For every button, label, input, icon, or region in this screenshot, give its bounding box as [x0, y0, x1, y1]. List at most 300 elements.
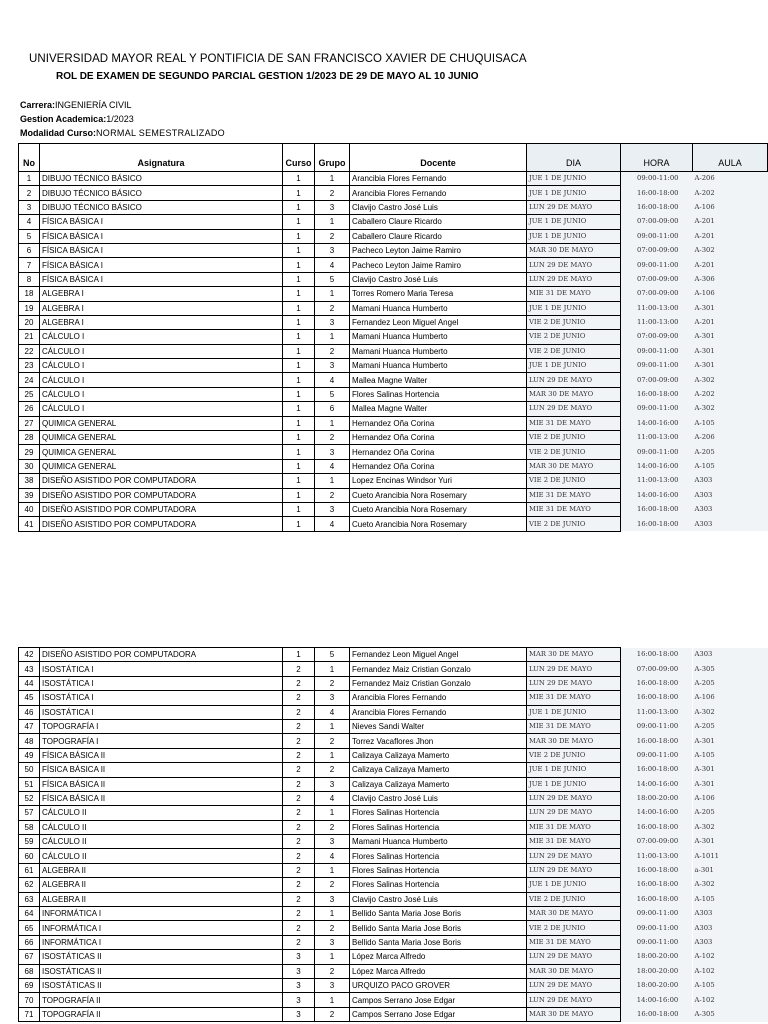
- cell-grupo: 3: [315, 835, 350, 849]
- cell-dia: LUN 29 DE MAYO: [527, 272, 621, 286]
- cell-curso: 2: [283, 835, 315, 849]
- table-row: [19, 373, 768, 387]
- table-row: [19, 950, 768, 964]
- table-row: [19, 935, 768, 949]
- cell-docente: Mamani Huanca Humberto: [350, 330, 527, 344]
- table-row: [19, 517, 768, 531]
- col-header-curso: Curso: [283, 144, 315, 172]
- cell-dia: VIE 2 DE JUNIO: [527, 921, 621, 935]
- cell-aula: A-305: [693, 662, 768, 676]
- table-body-bottom: [19, 648, 768, 1022]
- cell-no: 57: [19, 806, 40, 820]
- cell-grupo: 2: [315, 763, 350, 777]
- cell-curso: 1: [283, 431, 315, 445]
- cell-docente: Nieves Sandi Walter: [350, 719, 527, 733]
- cell-docente: Mamani Huanca Humberto: [350, 301, 527, 315]
- cell-curso: 3: [283, 964, 315, 978]
- table-row: [19, 459, 768, 473]
- cell-curso: 1: [283, 416, 315, 430]
- cell-no: 71: [19, 1007, 40, 1021]
- table-row: [19, 215, 768, 229]
- cell-no: 41: [19, 517, 40, 531]
- cell-asignatura: ALGEBRA I: [40, 315, 283, 329]
- cell-dia: LUN 29 DE MAYO: [527, 200, 621, 214]
- cell-hora: 16:00-18:00: [621, 878, 693, 892]
- cell-grupo: 4: [315, 373, 350, 387]
- cell-asignatura: ISOSTÁTICAS II: [40, 978, 283, 992]
- cell-curso: 2: [283, 777, 315, 791]
- cell-docente: Caballero Claure Ricardo: [350, 215, 527, 229]
- cell-grupo: 1: [315, 662, 350, 676]
- table-row: [19, 648, 768, 662]
- cell-curso: 1: [283, 474, 315, 488]
- cell-docente: Arancibia Flores Fernando: [350, 172, 527, 186]
- cell-hora: 16:00-18:00: [621, 763, 693, 777]
- cell-grupo: 4: [315, 517, 350, 531]
- cell-docente: Mallea Magne Walter: [350, 373, 527, 387]
- cell-curso: 2: [283, 662, 315, 676]
- table-row: [19, 892, 768, 906]
- cell-docente: Pacheco Leyton Jaime Ramiro: [350, 243, 527, 257]
- cell-no: 65: [19, 921, 40, 935]
- cell-hora: 07:00-09:00: [621, 835, 693, 849]
- cell-docente: Cueto Arancibia Nora Rosemary: [350, 517, 527, 531]
- cell-docente: Lopez Encinas Windsor Yuri: [350, 474, 527, 488]
- cell-aula: A303: [693, 935, 768, 949]
- cell-curso: 1: [283, 301, 315, 315]
- cell-docente: Cueto Arancibia Nora Rosemary: [350, 488, 527, 502]
- cell-dia: LUN 29 DE MAYO: [527, 849, 621, 863]
- cell-asignatura: QUIMICA GENERAL: [40, 459, 283, 473]
- cell-grupo: 2: [315, 820, 350, 834]
- cell-asignatura: TOPOGRAFÍA II: [40, 1007, 283, 1021]
- cell-docente: Clavijo Castro José Luis: [350, 272, 527, 286]
- cell-dia: JUE 1 DE JUNIO: [527, 359, 621, 373]
- cell-dia: MIE 31 DE MAYO: [527, 935, 621, 949]
- cell-curso: 3: [283, 950, 315, 964]
- cell-docente: Clavijo Castro José Luis: [350, 200, 527, 214]
- cell-hora: 11:00-13:00: [621, 849, 693, 863]
- cell-aula: A-206: [693, 431, 768, 445]
- cell-hora: 14:00-16:00: [621, 488, 693, 502]
- cell-aula: A-201: [693, 258, 768, 272]
- table-row: [19, 431, 768, 445]
- cell-no: 49: [19, 748, 40, 762]
- cell-hora: 09:00-11:00: [621, 402, 693, 416]
- cell-hora: 16:00-18:00: [621, 863, 693, 877]
- cell-grupo: 2: [315, 921, 350, 935]
- cell-asignatura: QUIMICA GENERAL: [40, 445, 283, 459]
- cell-aula: A-301: [693, 835, 768, 849]
- cell-asignatura: CÁLCULO I: [40, 344, 283, 358]
- cell-dia: MAR 30 DE MAYO: [527, 648, 621, 662]
- table-row: [19, 287, 768, 301]
- cell-aula: A-302: [693, 820, 768, 834]
- table-row: [19, 272, 768, 286]
- cell-dia: JUE 1 DE JUNIO: [527, 878, 621, 892]
- cell-docente: Campos Serrano Jose Edgar: [350, 993, 527, 1007]
- cell-no: 7: [19, 258, 40, 272]
- table-row: [19, 993, 768, 1007]
- cell-no: 52: [19, 791, 40, 805]
- table-row: [19, 806, 768, 820]
- cell-no: 62: [19, 878, 40, 892]
- cell-docente: Calizaya Calizaya Mamerto: [350, 748, 527, 762]
- cell-grupo: 3: [315, 978, 350, 992]
- gestion-line: [20, 114, 134, 124]
- cell-docente: Flores Salinas Hortencia: [350, 863, 527, 877]
- cell-curso: 1: [283, 172, 315, 186]
- cell-asignatura: FÍSICA BÁSICA I: [40, 243, 283, 257]
- cell-asignatura: TOPOGRAFÍA II: [40, 993, 283, 1007]
- cell-dia: JUE 1 DE JUNIO: [527, 705, 621, 719]
- cell-curso: 1: [283, 459, 315, 473]
- modalidad-value: NORMAL SEMESTRALIZADO: [96, 128, 225, 138]
- cell-no: 50: [19, 763, 40, 777]
- cell-aula: A-102: [693, 964, 768, 978]
- cell-aula: A303: [693, 921, 768, 935]
- cell-grupo: 2: [315, 301, 350, 315]
- cell-grupo: 4: [315, 791, 350, 805]
- cell-dia: LUN 29 DE MAYO: [527, 863, 621, 877]
- cell-dia: MIE 31 DE MAYO: [527, 691, 621, 705]
- schedule-table-top: [18, 143, 768, 532]
- cell-no: 25: [19, 387, 40, 401]
- cell-asignatura: CÁLCULO I: [40, 359, 283, 373]
- cell-grupo: 1: [315, 993, 350, 1007]
- cell-no: 3: [19, 200, 40, 214]
- cell-no: 61: [19, 863, 40, 877]
- table-row: [19, 777, 768, 791]
- cell-aula: A303: [693, 517, 768, 531]
- cell-hora: 16:00-18:00: [621, 517, 693, 531]
- cell-dia: VIE 2 DE JUNIO: [527, 892, 621, 906]
- cell-dia: VIE 2 DE JUNIO: [527, 748, 621, 762]
- cell-grupo: 1: [315, 950, 350, 964]
- cell-hora: 16:00-18:00: [621, 648, 693, 662]
- cell-grupo: 1: [315, 287, 350, 301]
- cell-aula: A-1011: [693, 849, 768, 863]
- cell-docente: Clavijo Castro José Luis: [350, 791, 527, 805]
- table-body-top: [19, 172, 768, 532]
- table-row: [19, 964, 768, 978]
- cell-asignatura: CÁLCULO I: [40, 387, 283, 401]
- cell-asignatura: FÍSICA BÁSICA I: [40, 258, 283, 272]
- cell-grupo: 5: [315, 387, 350, 401]
- cell-no: 51: [19, 777, 40, 791]
- cell-docente: Caballero Claure Ricardo: [350, 229, 527, 243]
- cell-aula: A-301: [693, 359, 768, 373]
- cell-hora: 16:00-18:00: [621, 200, 693, 214]
- cell-dia: VIE 2 DE JUNIO: [527, 431, 621, 445]
- cell-curso: 2: [283, 676, 315, 690]
- cell-aula: A-102: [693, 950, 768, 964]
- cell-no: 63: [19, 892, 40, 906]
- cell-docente: Flores Salinas Hortencia: [350, 849, 527, 863]
- col-header-docente: Docente: [350, 144, 527, 172]
- cell-asignatura: QUIMICA GENERAL: [40, 431, 283, 445]
- cell-aula: A-301: [693, 301, 768, 315]
- cell-dia: JUE 1 DE JUNIO: [527, 186, 621, 200]
- table-row: [19, 200, 768, 214]
- cell-docente: Flores Salinas Hortencia: [350, 387, 527, 401]
- cell-aula: A-302: [693, 878, 768, 892]
- cell-hora: 18:00-20:00: [621, 950, 693, 964]
- cell-docente: Fernandez Leon Miguel Angel: [350, 648, 527, 662]
- table-row: [19, 676, 768, 690]
- cell-docente: Fernandez Maiz Cristian Gonzalo: [350, 662, 527, 676]
- cell-curso: 1: [283, 648, 315, 662]
- cell-aula: A-205: [693, 806, 768, 820]
- cell-asignatura: DISEÑO ASISTIDO POR COMPUTADORA: [40, 502, 283, 516]
- cell-asignatura: INFORMÁTICA I: [40, 921, 283, 935]
- cell-docente: Flores Salinas Hortencia: [350, 820, 527, 834]
- cell-asignatura: CÁLCULO II: [40, 849, 283, 863]
- cell-curso: 2: [283, 691, 315, 705]
- cell-curso: 2: [283, 705, 315, 719]
- cell-aula: A-205: [693, 445, 768, 459]
- col-header-no: No: [19, 144, 40, 172]
- cell-curso: 1: [283, 186, 315, 200]
- cell-hora: 07:00-09:00: [621, 662, 693, 676]
- cell-no: 24: [19, 373, 40, 387]
- cell-docente: Arancibia Flores Fernando: [350, 186, 527, 200]
- cell-curso: 2: [283, 921, 315, 935]
- cell-no: 43: [19, 662, 40, 676]
- cell-hora: 18:00-20:00: [621, 978, 693, 992]
- cell-aula: a-301: [693, 863, 768, 877]
- cell-no: 20: [19, 315, 40, 329]
- cell-curso: 1: [283, 344, 315, 358]
- cell-no: 26: [19, 402, 40, 416]
- cell-dia: MIE 31 DE MAYO: [527, 719, 621, 733]
- cell-curso: 2: [283, 907, 315, 921]
- cell-dia: LUN 29 DE MAYO: [527, 978, 621, 992]
- col-header-grupo: Grupo: [315, 144, 350, 172]
- gestion-value: 1/2023: [106, 114, 134, 124]
- cell-no: 1: [19, 172, 40, 186]
- cell-no: 18: [19, 287, 40, 301]
- cell-hora: 18:00-20:00: [621, 791, 693, 805]
- cell-docente: Fernandez Leon Miguel Angel: [350, 315, 527, 329]
- col-header-asignatura: Asignatura: [40, 144, 283, 172]
- cell-dia: MIE 31 DE MAYO: [527, 488, 621, 502]
- cell-hora: 09:00-11:00: [621, 229, 693, 243]
- cell-curso: 2: [283, 763, 315, 777]
- cell-grupo: 1: [315, 330, 350, 344]
- cell-curso: 2: [283, 892, 315, 906]
- cell-grupo: 1: [315, 806, 350, 820]
- cell-aula: A-201: [693, 229, 768, 243]
- cell-curso: 1: [283, 488, 315, 502]
- cell-dia: JUE 1 DE JUNIO: [527, 777, 621, 791]
- cell-aula: A-302: [693, 705, 768, 719]
- cell-no: 19: [19, 301, 40, 315]
- cell-docente: Torres Romero Maria Teresa: [350, 287, 527, 301]
- table-row: [19, 921, 768, 935]
- cell-curso: 1: [283, 373, 315, 387]
- cell-docente: Cueto Arancibia Nora Rosemary: [350, 502, 527, 516]
- table-row: [19, 734, 768, 748]
- cell-dia: VIE 2 DE JUNIO: [527, 474, 621, 488]
- cell-hora: 09:00-11:00: [621, 935, 693, 949]
- table-row: [19, 719, 768, 733]
- cell-docente: Pacheco Leyton Jaime Ramiro: [350, 258, 527, 272]
- cell-grupo: 4: [315, 705, 350, 719]
- cell-curso: 1: [283, 215, 315, 229]
- cell-hora: 07:00-09:00: [621, 272, 693, 286]
- cell-dia: JUE 1 DE JUNIO: [527, 763, 621, 777]
- cell-grupo: 3: [315, 243, 350, 257]
- cell-no: 38: [19, 474, 40, 488]
- cell-aula: A-201: [693, 315, 768, 329]
- cell-aula: A-206: [693, 172, 768, 186]
- carrera-line: [20, 100, 132, 110]
- cell-grupo: 1: [315, 172, 350, 186]
- cell-docente: Bellido Santa Maria Jose Boris: [350, 935, 527, 949]
- cell-grupo: 1: [315, 907, 350, 921]
- cell-docente: Mallea Magne Walter: [350, 402, 527, 416]
- cell-asignatura: ALGEBRA II: [40, 892, 283, 906]
- cell-no: 5: [19, 229, 40, 243]
- cell-asignatura: INFORMÁTICA I: [40, 935, 283, 949]
- cell-no: 27: [19, 416, 40, 430]
- cell-aula: A-302: [693, 243, 768, 257]
- table-row: [19, 978, 768, 992]
- cell-dia: LUN 29 DE MAYO: [527, 806, 621, 820]
- cell-docente: URQUIZO PACO GROVER: [350, 978, 527, 992]
- cell-curso: 2: [283, 748, 315, 762]
- cell-docente: Hernandez Oña Corina: [350, 459, 527, 473]
- cell-aula: A-202: [693, 186, 768, 200]
- table-row: [19, 315, 768, 329]
- cell-asignatura: ISOSTÁTICA I: [40, 662, 283, 676]
- cell-asignatura: FÍSICA BÁSICA I: [40, 215, 283, 229]
- cell-dia: VIE 2 DE JUNIO: [527, 315, 621, 329]
- cell-docente: Bellido Santa Maria Jose Boris: [350, 907, 527, 921]
- cell-asignatura: TOPOGRAFÍA I: [40, 719, 283, 733]
- cell-no: 45: [19, 691, 40, 705]
- cell-asignatura: ISOSTÁTICA I: [40, 691, 283, 705]
- table-row: [19, 820, 768, 834]
- cell-dia: MAR 30 DE MAYO: [527, 387, 621, 401]
- cell-asignatura: CÁLCULO II: [40, 835, 283, 849]
- cell-dia: LUN 29 DE MAYO: [527, 950, 621, 964]
- table-row: [19, 229, 768, 243]
- cell-dia: JUE 1 DE JUNIO: [527, 301, 621, 315]
- cell-grupo: 2: [315, 431, 350, 445]
- cell-curso: 1: [283, 445, 315, 459]
- cell-aula: A-301: [693, 777, 768, 791]
- cell-asignatura: DISEÑO ASISTIDO POR COMPUTADORA: [40, 648, 283, 662]
- cell-asignatura: DIBUJO TÉCNICO BÁSICO: [40, 172, 283, 186]
- cell-no: 44: [19, 676, 40, 690]
- cell-hora: 16:00-18:00: [621, 820, 693, 834]
- cell-no: 47: [19, 719, 40, 733]
- cell-no: 22: [19, 344, 40, 358]
- cell-curso: 2: [283, 719, 315, 733]
- cell-aula: A-105: [693, 892, 768, 906]
- cell-grupo: 3: [315, 359, 350, 373]
- table-row: [19, 186, 768, 200]
- cell-aula: A303: [693, 648, 768, 662]
- cell-aula: A-102: [693, 993, 768, 1007]
- cell-hora: 11:00-13:00: [621, 301, 693, 315]
- cell-hora: 16:00-18:00: [621, 892, 693, 906]
- cell-dia: MAR 30 DE MAYO: [527, 243, 621, 257]
- col-header-aula: AULA: [693, 144, 768, 172]
- cell-dia: LUN 29 DE MAYO: [527, 993, 621, 1007]
- cell-aula: A-301: [693, 734, 768, 748]
- cell-curso: 1: [283, 243, 315, 257]
- cell-hora: 09:00-11:00: [621, 907, 693, 921]
- cell-aula: A-302: [693, 373, 768, 387]
- table-row: [19, 330, 768, 344]
- cell-aula: A-105: [693, 978, 768, 992]
- cell-docente: Flores Salinas Hortencia: [350, 878, 527, 892]
- cell-hora: 16:00-18:00: [621, 734, 693, 748]
- table-row: [19, 502, 768, 516]
- schedule-table-bottom: [18, 647, 768, 1022]
- cell-aula: A-106: [693, 791, 768, 805]
- cell-dia: LUN 29 DE MAYO: [527, 791, 621, 805]
- cell-hora: 07:00-09:00: [621, 243, 693, 257]
- cell-aula: A-205: [693, 719, 768, 733]
- cell-dia: VIE 2 DE JUNIO: [527, 330, 621, 344]
- cell-grupo: 4: [315, 258, 350, 272]
- cell-dia: LUN 29 DE MAYO: [527, 676, 621, 690]
- cell-docente: Campos Serrano Jose Edgar: [350, 1007, 527, 1021]
- cell-asignatura: INFORMÁTICA I: [40, 907, 283, 921]
- cell-curso: 1: [283, 387, 315, 401]
- cell-hora: 14:00-16:00: [621, 993, 693, 1007]
- cell-grupo: 4: [315, 849, 350, 863]
- cell-hora: 16:00-18:00: [621, 1007, 693, 1021]
- cell-docente: Fernandez Maiz Cristian Gonzalo: [350, 676, 527, 690]
- cell-asignatura: FÍSICA BÁSICA II: [40, 763, 283, 777]
- cell-asignatura: ALGEBRA I: [40, 301, 283, 315]
- cell-hora: 09:00-11:00: [621, 719, 693, 733]
- cell-docente: Calizaya Calizaya Mamerto: [350, 777, 527, 791]
- cell-grupo: 2: [315, 1007, 350, 1021]
- cell-hora: 16:00-18:00: [621, 691, 693, 705]
- carrera-value: INGENIERÍA CIVIL: [55, 100, 132, 110]
- cell-grupo: 1: [315, 416, 350, 430]
- cell-asignatura: ISOSTÁTICA I: [40, 705, 283, 719]
- cell-hora: 18:00-20:00: [621, 964, 693, 978]
- cell-curso: 1: [283, 330, 315, 344]
- cell-asignatura: ALGEBRA II: [40, 863, 283, 877]
- carrera-label: Carrera:: [20, 100, 56, 110]
- table-row: [19, 402, 768, 416]
- exam-schedule-subtitle: ROL DE EXAMEN DE SEGUNDO PARCIAL GESTION 1/2023 DE 29 DE MAYO AL 10 JUNIO: [56, 71, 479, 82]
- cell-aula: A-105: [693, 416, 768, 430]
- cell-grupo: 5: [315, 272, 350, 286]
- cell-grupo: 3: [315, 200, 350, 214]
- cell-no: 59: [19, 835, 40, 849]
- table-row: [19, 835, 768, 849]
- cell-hora: 09:00-11:00: [621, 172, 693, 186]
- cell-asignatura: FÍSICA BÁSICA I: [40, 229, 283, 243]
- cell-docente: Hernandez Oña Corina: [350, 416, 527, 430]
- cell-aula: A-105: [693, 748, 768, 762]
- cell-dia: MIE 31 DE MAYO: [527, 820, 621, 834]
- cell-grupo: 2: [315, 488, 350, 502]
- cell-hora: 14:00-16:00: [621, 777, 693, 791]
- cell-aula: A-201: [693, 215, 768, 229]
- cell-docente: López Marca Alfredo: [350, 950, 527, 964]
- cell-dia: MIE 31 DE MAYO: [527, 502, 621, 516]
